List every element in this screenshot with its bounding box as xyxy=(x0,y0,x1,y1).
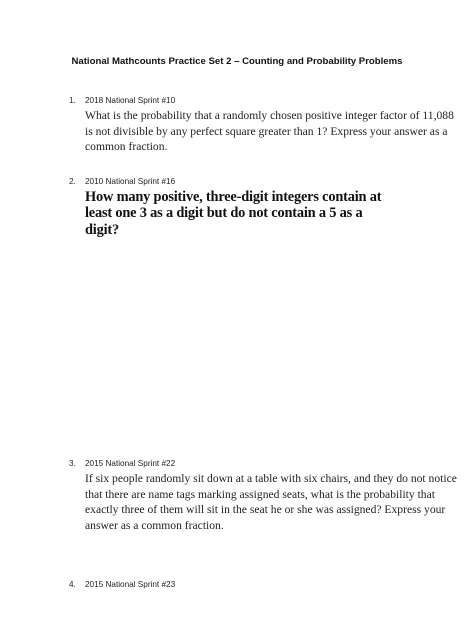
problem-2-header xyxy=(69,177,175,186)
problem-4-source: 2015 National Sprint #23 xyxy=(85,580,176,589)
problem-3-number: 3. xyxy=(69,459,76,468)
problem-2-source: 2010 National Sprint #16 xyxy=(85,177,176,186)
problem-2-text: How many positive, three-digit integers contain at least one 3 as a digit but do not contain a 5 as a digit? xyxy=(85,189,382,238)
problem-3-text: If six people randomly sit down at a table with six chairs, and they do not notice that there are name tags marking assigned seats, what is the probability that exactly three of them will sit in the seat he or she was assigned? Express your answer as a common fraction. xyxy=(85,472,457,532)
problem-4-number: 4. xyxy=(69,580,76,589)
problem-1-text: What is the probability that a randomly chosen positive integer factor of 11,088 is not divisible by any perfect square greater than 1? Express your answer as a common fraction. xyxy=(85,109,454,154)
problem-1-number: 1. xyxy=(69,96,76,105)
problem-1-source: 2018 National Sprint #10 xyxy=(85,96,176,105)
problem-3-header xyxy=(69,459,175,468)
page-title: National Mathcounts Practice Set 2 – Counting and Probability Problems xyxy=(71,56,403,67)
problem-3-source: 2015 National Sprint #22 xyxy=(85,459,176,468)
problem-2-number: 2. xyxy=(69,177,76,186)
problem-1-header xyxy=(69,96,175,105)
problem-4-header xyxy=(69,580,175,589)
